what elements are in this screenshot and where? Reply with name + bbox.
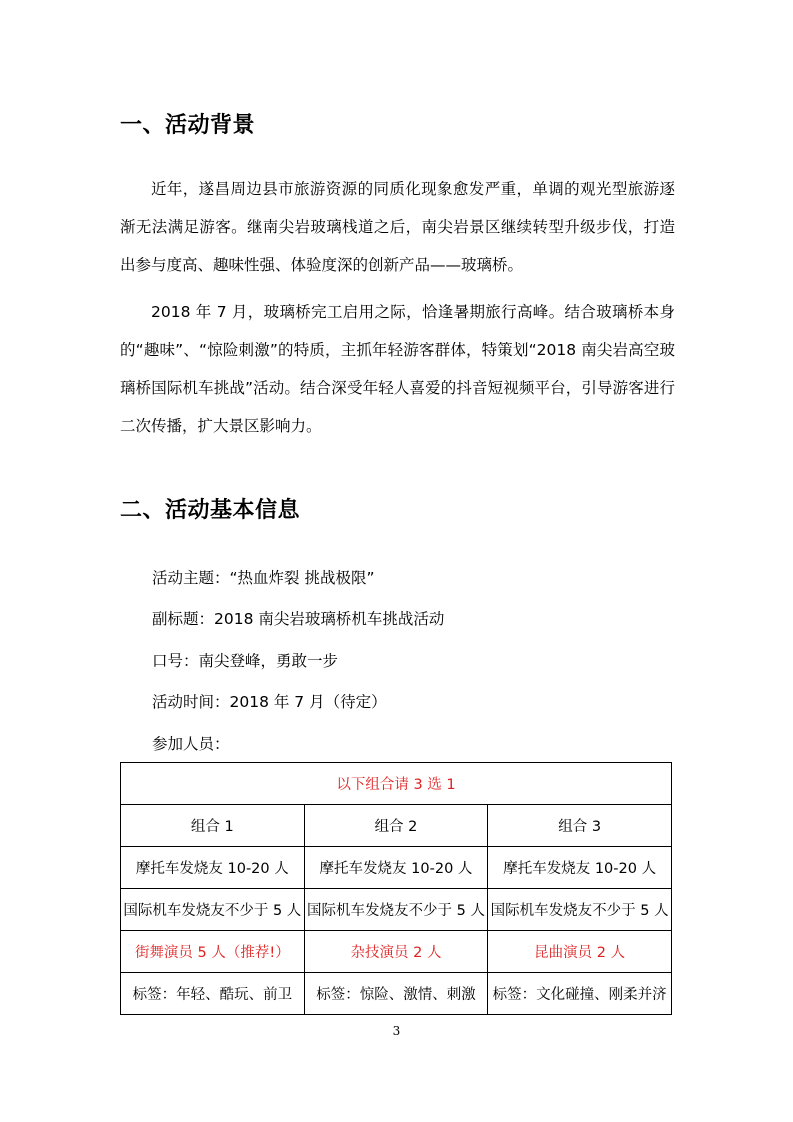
section-heading-background: 一、活动背景: [120, 113, 256, 138]
group-1-header: 组合 1: [121, 805, 305, 847]
table-row: [121, 889, 672, 931]
table-row: [121, 847, 672, 889]
table-cell: 摩托车发烧友 10-20 人: [304, 847, 488, 889]
table-cell: 摩托车发烧友 10-20 人: [121, 847, 305, 889]
background-paragraph-2: 2018 年 7 月，玻璃桥完工启用之际，恰逢暑期旅行高峰。结合玻璃桥本身的“趣味”、“惊险刺激”的特质，主抓年轻游客群体，特策划“2018 南尖岩高空玻璃桥国际机车挑战”活动。结合深受年轻人喜爱的抖音短视频平台，引导游客进行二次传播，扩大景区影响力。: [120, 303, 675, 435]
activity-time: 活动时间：2018 年 7 月（待定）: [152, 693, 387, 711]
table-cell-performer: 杂技演员 2 人: [304, 931, 488, 973]
table-header-row: [121, 805, 672, 847]
background-paragraph-1: 近年，遂昌周边县市旅游资源的同质化现象愈发严重，单调的观光型旅游逐渐无法满足游客。继南尖岩玻璃栈道之后，南尖岩景区继续转型升级步伐，打造出参与度高、趣味性强、体验度深的创新产品——玻璃桥。: [120, 180, 675, 274]
table-cell-tags: 标签：年轻、酷玩、前卫: [121, 973, 305, 1015]
page-number: 3: [392, 1024, 401, 1038]
table-cell-performer: 昆曲演员 2 人: [488, 931, 672, 973]
activity-theme: 活动主题：“热血炸裂 挑战极限”: [152, 569, 375, 587]
table-cell: 摩托车发烧友 10-20 人: [488, 847, 672, 889]
participant-options-table: [120, 762, 672, 1015]
group-2-header: 组合 2: [304, 805, 488, 847]
activity-subtitle: 副标题：2018 南尖岩玻璃桥机车挑战活动: [152, 610, 445, 628]
table-cell: 国际机车发烧友不少于 5 人: [304, 889, 488, 931]
table-cell-tags: 标签：文化碰撞、刚柔并济: [488, 973, 672, 1015]
table-row-tags: [121, 973, 672, 1015]
table-cell: 国际机车发烧友不少于 5 人: [121, 889, 305, 931]
table-cell-performer: 街舞演员 5 人（推荐!）: [121, 931, 305, 973]
participants-label: 参加人员：: [152, 735, 230, 753]
table-title-row: [121, 763, 672, 805]
table-cell-tags: 标签：惊险、激情、刺激: [304, 973, 488, 1015]
table-cell: 国际机车发烧友不少于 5 人: [488, 889, 672, 931]
group-3-header: 组合 3: [488, 805, 672, 847]
activity-slogan: 口号：南尖登峰，勇敢一步: [152, 652, 339, 670]
section-heading-basic-info: 二、活动基本信息: [120, 498, 301, 523]
table-title: 以下组合请 3 选 1: [121, 763, 672, 805]
table-row-performers: [121, 931, 672, 973]
